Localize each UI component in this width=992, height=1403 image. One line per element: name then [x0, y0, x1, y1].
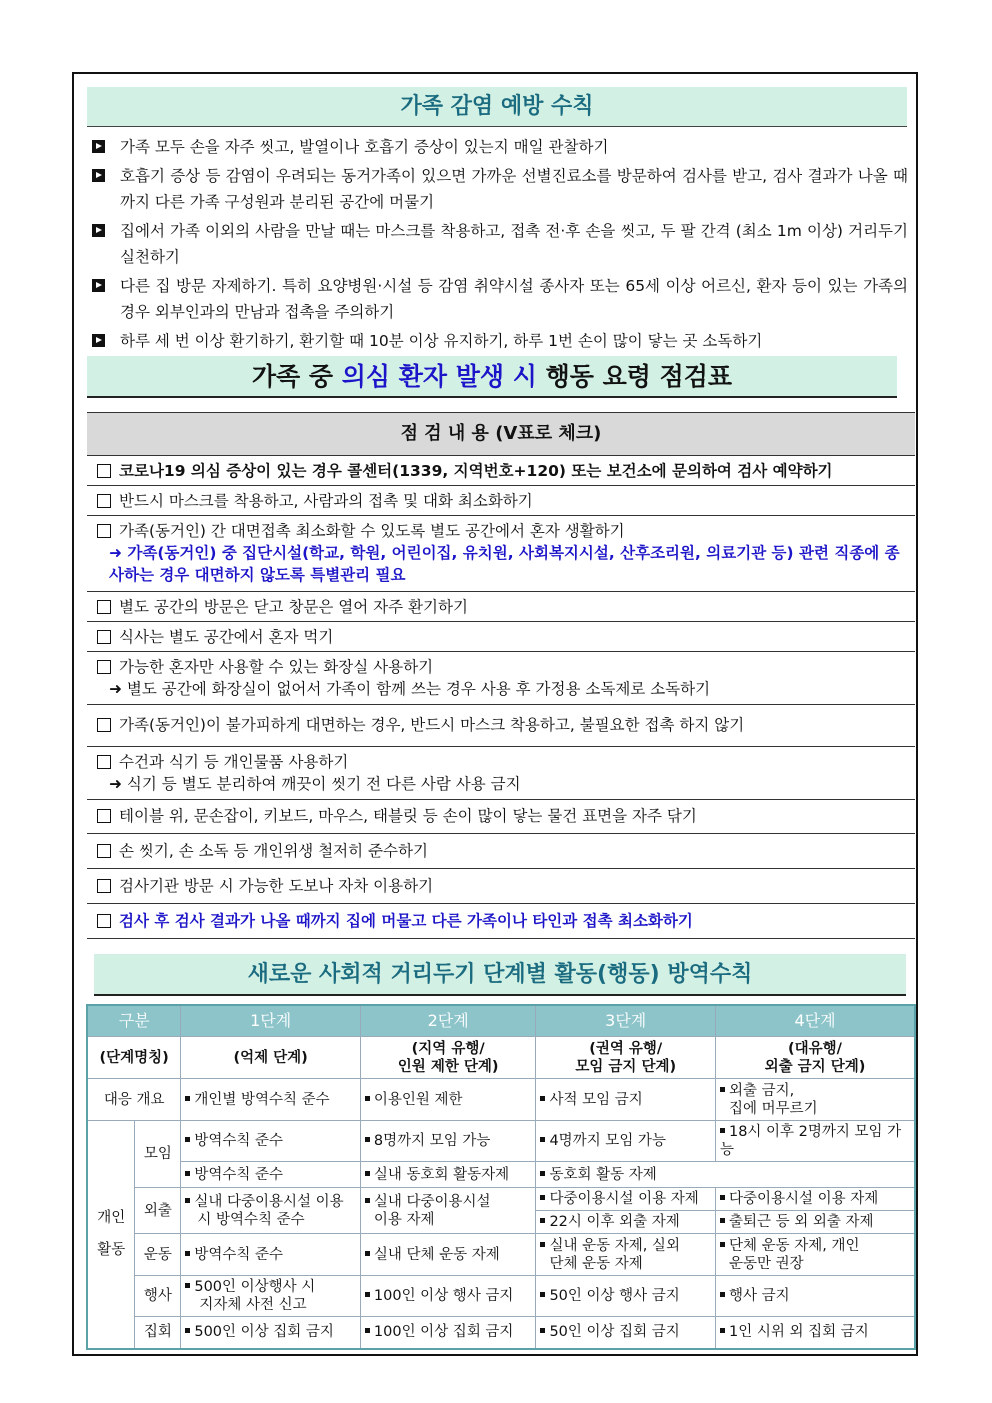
- checkbox[interactable]: [97, 844, 111, 858]
- square-bullet-icon: [185, 1198, 190, 1203]
- checklist-header: 점 검 내 용 (V표로 체크): [87, 412, 915, 456]
- distancing-stage-table: [86, 1004, 916, 1350]
- square-bullet-icon: [720, 1292, 725, 1297]
- square-bullet-icon: [720, 1218, 725, 1223]
- square-bullet-icon: [540, 1292, 545, 1297]
- square-bullet-icon: [185, 1171, 190, 1176]
- arrow-bullet-icon: [92, 279, 105, 292]
- checklist-note: ➜ 식기 등 별도 분리하여 깨끗이 씻기 전 다른 사람 사용 금지: [109, 775, 521, 793]
- square-bullet-icon: [365, 1171, 370, 1176]
- checklist-row: 검사기관 방문 시 가능한 도보나 자차 이용하기: [87, 869, 915, 904]
- square-bullet-icon: [540, 1137, 545, 1142]
- table-row: 개인 활동 모임 방역수칙 준수 8명까지 모임 가능 4명까지 모임 가능 18시 이후 2명까지 모임 가능: [87, 1121, 915, 1162]
- checkbox[interactable]: [97, 524, 111, 538]
- prevention-bullet-list: [92, 134, 908, 357]
- list-item: 가족 모두 손을 자주 씻고, 발열이나 호흡기 증상이 있는지 매일 관찰하기: [92, 134, 908, 160]
- checkbox[interactable]: [97, 914, 111, 928]
- list-item: 집에서 가족 이외의 사람을 만날 때는 마스크를 착용하고, 접촉 전·후 손을 씻고, 두 팔 간격 (최소 1m 이상) 거리두기 실천하기: [92, 218, 908, 270]
- table-row: (단계명칭) (억제 단계) (지역 유행/ 인원 제한 단계) (권역 유행/ 모임 금지 단계) (대유행/ 외출 금지 단계): [87, 1037, 915, 1079]
- checkbox[interactable]: [97, 630, 111, 644]
- arrow-bullet-icon: [92, 224, 105, 237]
- page-frame: [72, 72, 918, 1356]
- section-title-checklist: 가족 중 의심 환자 발생 시 행동 요령 점검표: [87, 356, 897, 398]
- list-item: 다른 집 방문 자제하기. 특히 요양병원·시설 등 감염 취약시설 종사자 또는 65세 이상 어르신, 환자 등이 있는 가족의 경우 외부인과의 만남과 접촉을 주의하기: [92, 273, 908, 325]
- table-row: 대응 개요 개인별 방역수칙 준수 이용인원 제한 사적 모임 금지 외출 금지, 집에 머무르기: [87, 1079, 915, 1121]
- square-bullet-icon: [720, 1242, 725, 1247]
- checkbox[interactable]: [97, 718, 111, 732]
- checklist-row: 코로나19 의심 증상이 있는 경우 콜센터(1339, 지역번호+120) 또는 보건소에 문의하여 검사 예약하기: [87, 456, 915, 486]
- checklist-row: 가족(동거인)이 불가피하게 대면하는 경우, 반드시 마스크 착용하고, 불필요한 접촉 하지 않기: [87, 705, 915, 747]
- arrow-bullet-icon: [92, 169, 105, 182]
- checkbox[interactable]: [97, 660, 111, 674]
- checklist-note: ➜ 별도 공간에 화장실이 없어서 가족이 함께 쓰는 경우 사용 후 가정용 소독제로 소독하기: [109, 680, 711, 698]
- checklist-row: 테이블 위, 문손잡이, 키보드, 마우스, 태블릿 등 손이 많이 닿는 물건 표면을 자주 닦기: [87, 800, 915, 834]
- table-row: 구분 1단계 2단계 3단계 4단계: [87, 1005, 915, 1037]
- square-bullet-icon: [365, 1328, 370, 1333]
- square-bullet-icon: [720, 1128, 725, 1133]
- checkbox[interactable]: [97, 494, 111, 508]
- table-row: 외출 실내 다중이용시설 이용 시 방역수칙 준수 실내 다중이용시설 이용 자제 다중이용시설 이용 자제 다중이용시설 이용 자제: [87, 1188, 915, 1211]
- checklist-row: 검사 후 검사 결과가 나올 때까지 집에 머물고 다른 가족이나 타인과 접촉 최소화하기: [87, 904, 915, 939]
- square-bullet-icon: [720, 1195, 725, 1200]
- checkbox[interactable]: [97, 600, 111, 614]
- checklist-row: 반드시 마스크를 착용하고, 사람과의 접촉 및 대화 최소화하기: [87, 486, 915, 516]
- table-row: 22시 이후 외출 자제 출퇴근 등 외 외출 자제: [87, 1211, 915, 1234]
- table-row: 방역수칙 준수 실내 동호회 활동자제 동호회 활동 자제: [87, 1162, 915, 1188]
- checklist-row: 가능한 혼자만 사용할 수 있는 화장실 사용하기 ➜ 별도 공간에 화장실이 없어서 가족이 함께 쓰는 경우 사용 후 가정용 소독제로 소독하기: [87, 652, 915, 705]
- list-item: 호흡기 증상 등 감염이 우려되는 동거가족이 있으면 가까운 선별진료소를 방문하여 검사를 받고, 검사 결과가 나올 때까지 다른 가족 구성원과 분리된 공간에 머물기: [92, 163, 908, 215]
- arrow-bullet-icon: [92, 334, 105, 347]
- square-bullet-icon: [185, 1283, 190, 1288]
- square-bullet-icon: [365, 1251, 370, 1256]
- square-bullet-icon: [365, 1096, 370, 1101]
- square-bullet-icon: [185, 1251, 190, 1256]
- section-title-distancing-rules: 새로운 사회적 거리두기 단계별 활동(행동) 방역수칙: [94, 954, 906, 996]
- list-item: 하루 세 번 이상 환기하기, 환기할 때 10분 이상 유지하기, 하루 1번 손이 많이 닿는 곳 소독하기: [92, 328, 908, 354]
- checklist-row: 수건과 식기 등 개인물품 사용하기 ➜ 식기 등 별도 분리하여 깨끗이 씻기 전 다른 사람 사용 금지: [87, 747, 915, 800]
- square-bullet-icon: [720, 1328, 725, 1333]
- checklist-row: 가족(동거인) 간 대면접촉 최소화할 수 있도록 별도 공간에서 혼자 생활하기 ➜ 가족(동거인) 중 집단시설(학교, 학원, 어린이집, 유치원, 사회복지시설, 산후조리원, 의료기관 등) 관련 직종에 종사하는 경우 대면하지 않도록 특별관리 필요: [87, 516, 915, 592]
- checkbox[interactable]: [97, 464, 111, 478]
- square-bullet-icon: [365, 1198, 370, 1203]
- checklist-note: ➜ 가족(동거인) 중 집단시설(학교, 학원, 어린이집, 유치원, 사회복지시설, 산후조리원, 의료기관 등) 관련 직종에 종사하는 경우 대면하지 않도록 특별관리 필요: [109, 544, 900, 584]
- square-bullet-icon: [540, 1171, 545, 1176]
- table-row: 집회 500인 이상 집회 금지 100인 이상 집회 금지 50인 이상 집회 금지 1인 시위 외 집회 금지: [87, 1317, 915, 1349]
- square-bullet-icon: [720, 1087, 725, 1092]
- table-row: 행사 500인 이상행사 시 지자체 사전 신고 100인 이상 행사 금지 50인 이상 행사 금지 행사 금지: [87, 1276, 915, 1317]
- square-bullet-icon: [540, 1096, 545, 1101]
- checklist-row: 별도 공간의 방문은 닫고 창문은 열어 자주 환기하기: [87, 592, 915, 622]
- checkbox[interactable]: [97, 879, 111, 893]
- square-bullet-icon: [540, 1328, 545, 1333]
- square-bullet-icon: [185, 1137, 190, 1142]
- arrow-bullet-icon: [92, 140, 105, 153]
- section-title-family-prevention: 가족 감염 예방 수칙: [87, 87, 907, 127]
- table-row: 운동 방역수칙 준수 실내 단체 운동 자제 실내 운동 자제, 실외 단체 운동 자제 단체 운동 자제, 개인 운동만 권장: [87, 1234, 915, 1276]
- checkbox[interactable]: [97, 809, 111, 823]
- square-bullet-icon: [365, 1292, 370, 1297]
- square-bullet-icon: [540, 1242, 545, 1247]
- checklist-table: [87, 412, 915, 939]
- checkbox[interactable]: [97, 755, 111, 769]
- checklist-row: 손 씻기, 손 소독 등 개인위생 철저히 준수하기: [87, 834, 915, 869]
- square-bullet-icon: [185, 1328, 190, 1333]
- square-bullet-icon: [540, 1195, 545, 1200]
- checklist-row: 식사는 별도 공간에서 혼자 먹기: [87, 622, 915, 652]
- square-bullet-icon: [540, 1218, 545, 1223]
- square-bullet-icon: [365, 1137, 370, 1142]
- square-bullet-icon: [185, 1096, 190, 1101]
